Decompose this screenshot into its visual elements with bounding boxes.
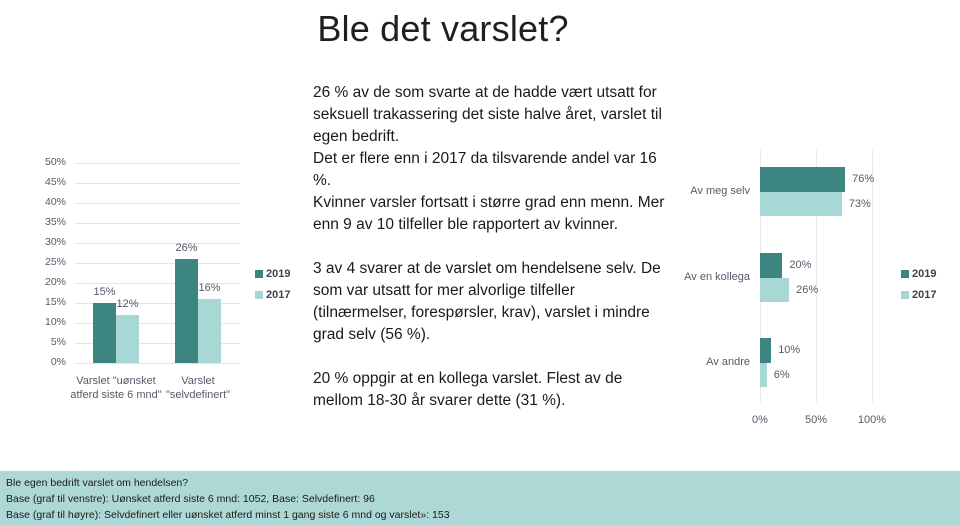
y-tick-label: 40% <box>44 196 66 208</box>
y-tick-label: 25% <box>44 256 66 268</box>
data-label: 20% <box>789 259 812 271</box>
y-tick-label: 20% <box>44 276 66 288</box>
slide-title: Ble det varslet? <box>317 8 569 49</box>
body-text <box>313 82 673 412</box>
legend-item-2019 <box>255 268 290 280</box>
data-label: 10% <box>778 344 801 356</box>
bar-2017 <box>760 192 842 217</box>
bar-2017 <box>760 278 789 303</box>
legend-swatch-icon <box>255 291 263 299</box>
data-label: 12% <box>116 298 139 310</box>
footer-question: Ble egen bedrift varslet om hendelsen? <box>6 477 189 489</box>
legend-label: 2017 <box>912 289 937 301</box>
footer-base-right: Base (graf til høyre): Selvdefinert eller uønsket atferd minst 1 gang siste 6 mnd og varslet»: 153 <box>6 509 450 521</box>
x-tick-label: 100% <box>857 414 887 426</box>
gridline <box>75 203 240 204</box>
data-label: 76% <box>852 173 875 185</box>
gridline <box>75 223 240 224</box>
x-tick-label: 50% <box>804 414 828 426</box>
data-label: 15% <box>93 286 116 298</box>
category-label: Av en kollega <box>684 270 750 283</box>
gridline <box>872 150 873 402</box>
gridline <box>75 243 240 244</box>
y-tick-label: 10% <box>44 316 66 328</box>
bar-2019 <box>175 259 198 363</box>
y-tick-label: 5% <box>50 336 66 348</box>
y-tick-label: 45% <box>44 176 66 188</box>
gridline <box>75 163 240 164</box>
y-tick-label: 35% <box>44 216 66 228</box>
y-tick-label: 50% <box>44 156 66 168</box>
data-label: 73% <box>848 197 871 210</box>
bar-2017 <box>760 363 767 388</box>
category-label: Av meg selv <box>690 184 750 197</box>
data-label: 26% <box>175 242 198 254</box>
legend-swatch-icon <box>901 291 909 299</box>
legend-item-2017 <box>255 289 290 301</box>
data-label: 16% <box>198 282 221 294</box>
legend-label: 2017 <box>266 289 291 301</box>
y-tick-label: 15% <box>44 296 66 308</box>
y-tick-label: 0% <box>50 356 66 368</box>
footer-notes <box>0 471 960 526</box>
bar-2019 <box>760 253 782 278</box>
footer-base-left: Base (graf til venstre): Uønsket atferd siste 6 mnd: 1052, Base: Selvdefinert: 96 <box>6 493 375 505</box>
legend-item-2019 <box>901 268 936 280</box>
paragraph-1-line-1: 26 % av de som svarte at de hadde vært utsatt for seksuell trakassering det siste halve året, varslet til egen bedrift. <box>313 84 662 145</box>
legend-item-2017 <box>901 289 936 301</box>
legend-label: 2019 <box>912 268 937 280</box>
gridline <box>75 263 240 264</box>
bar-2019 <box>760 167 845 192</box>
gridline <box>75 183 240 184</box>
data-label: 6% <box>773 368 790 381</box>
bar-2019 <box>760 338 771 363</box>
legend-label: 2019 <box>266 268 291 280</box>
paragraph-1-line-3: Kvinner varsler fortsatt i større grad enn menn. Mer enn 9 av 10 tilfeller ble rapportert av kvinner. <box>313 194 665 233</box>
category-label: Av andre <box>706 355 750 368</box>
bar-2017 <box>116 315 139 363</box>
category-label: Varslet "uønsket atferd siste 6 mnd" <box>70 375 162 401</box>
x-tick-label: 0% <box>752 414 768 426</box>
bar-2019 <box>93 303 116 363</box>
paragraph-2: 3 av 4 svarer at de varslet om hendelsene selv. De som var utsatt for mer alvorlige tilfeller (tilnærmelser, forespørsler, krav), varslet i mindre grad selv (56 %). <box>313 260 661 343</box>
category-label: Varslet "selvdefinert" <box>165 375 231 401</box>
paragraph-1-line-2: Det er flere enn i 2017 da tilsvarende andel var 16 %. <box>313 150 657 189</box>
data-label: 26% <box>796 283 819 296</box>
gridline <box>75 363 240 364</box>
legend-swatch-icon <box>901 270 909 278</box>
bar-2017 <box>198 299 221 363</box>
paragraph-3: 20 % oppgir at en kollega varslet. Flest av de mellom 18-30 år svarer dette (31 %). <box>313 370 623 409</box>
y-tick-label: 30% <box>44 236 66 248</box>
legend-swatch-icon <box>255 270 263 278</box>
